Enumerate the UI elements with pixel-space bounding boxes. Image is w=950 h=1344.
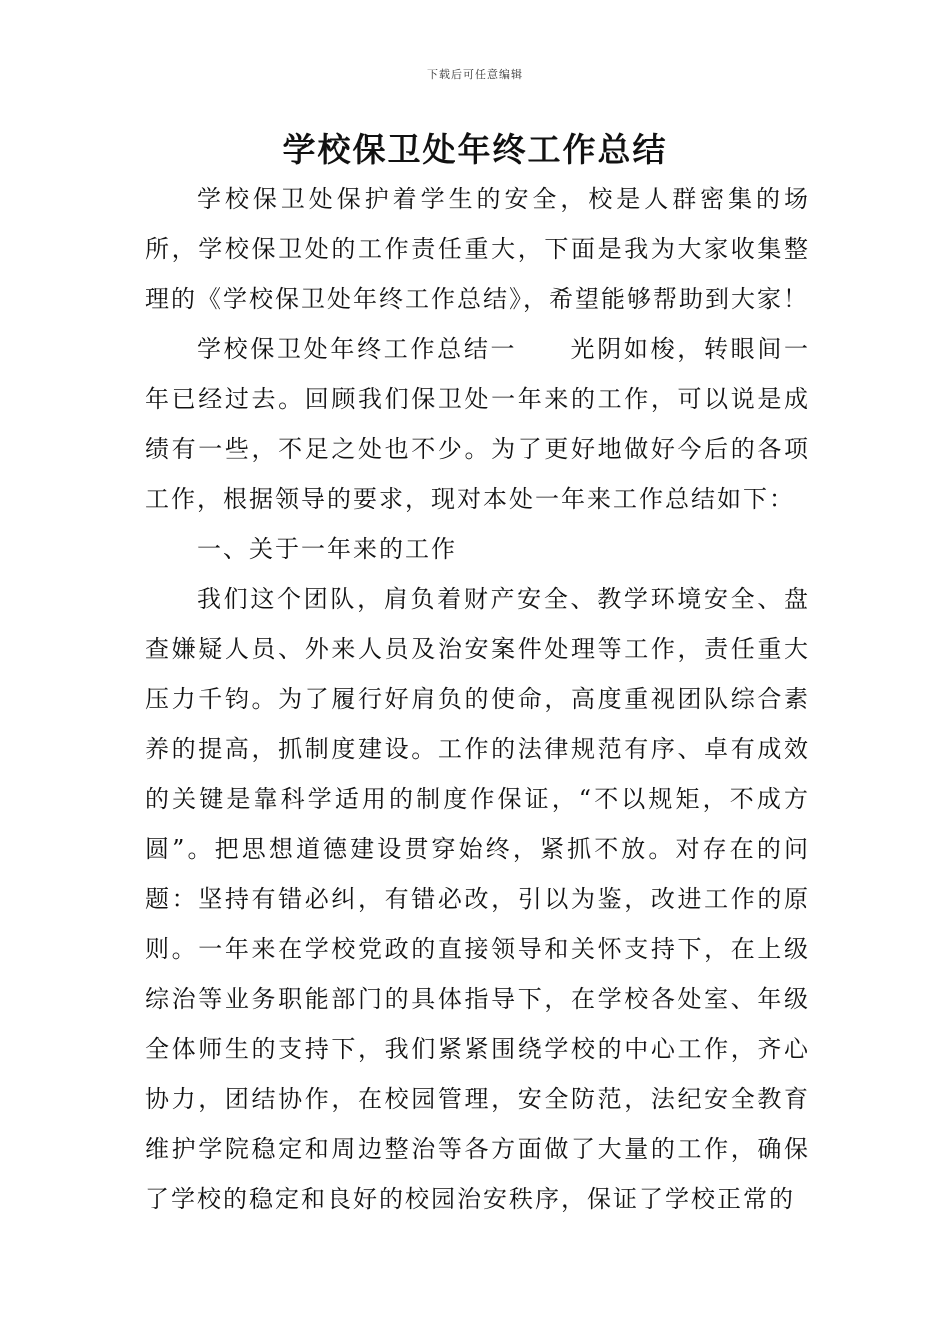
document-title: 学校保卫处年终工作总结 <box>282 130 668 169</box>
intro-paragraph: 学校保卫处保护着学生的安全，校是人群密集的场所，学校保卫处的工作责任重大，下面是我为大家收集整理的《学校保卫处年终工作总结》，希望能够帮助到大家！ <box>145 185 810 313</box>
header-note: 下载后可任意编辑 <box>427 68 523 81</box>
document-body <box>145 174 810 1224</box>
section-heading: 一、关于一年来的工作 <box>197 535 457 563</box>
work-detail-paragraph: 我们这个团队，肩负着财产安全、教学环境安全、盘查嫌疑人员、外来人员及治安案件处理等工作，责任重大压力千钧。为了履行好肩负的使命，高度重视团队综合素养的提高，抓制度建设。工作的法律规范有序、卓有成效的关键是靠科学适用的制度作保证，“不以规矩，不成方圆”。把思想道德建设贯穿始终，紧抓不放。对存在的问题：坚持有错必纠，有错必改，引以为鉴，改进工作的原则。一年来在学校党政的直接领导和关怀支持下，在上级综治等业务职能部门的具体指导下，在学校各处室、年级全体师生的支持下，我们紧紧围绕学校的中心工作，齐心协力，团结协作，在校园管理，安全防范，法纪安全教育维护学院稳定和周边整治等各方面做了大量的工作，确保了学校的稳定和良好的校园治安秩序，保证了学校正常的 <box>145 585 810 1213</box>
summary-opening-paragraph: 学校保卫处年终工作总结一 光阴如梭，转眼间一年已经过去。回顾我们保卫处一年来的工作，可以说是成绩有一些，不足之处也不少。为了更好地做好今后的各项工作，根据领导的要求，现对本处一年来工作总结如下： <box>145 335 810 513</box>
